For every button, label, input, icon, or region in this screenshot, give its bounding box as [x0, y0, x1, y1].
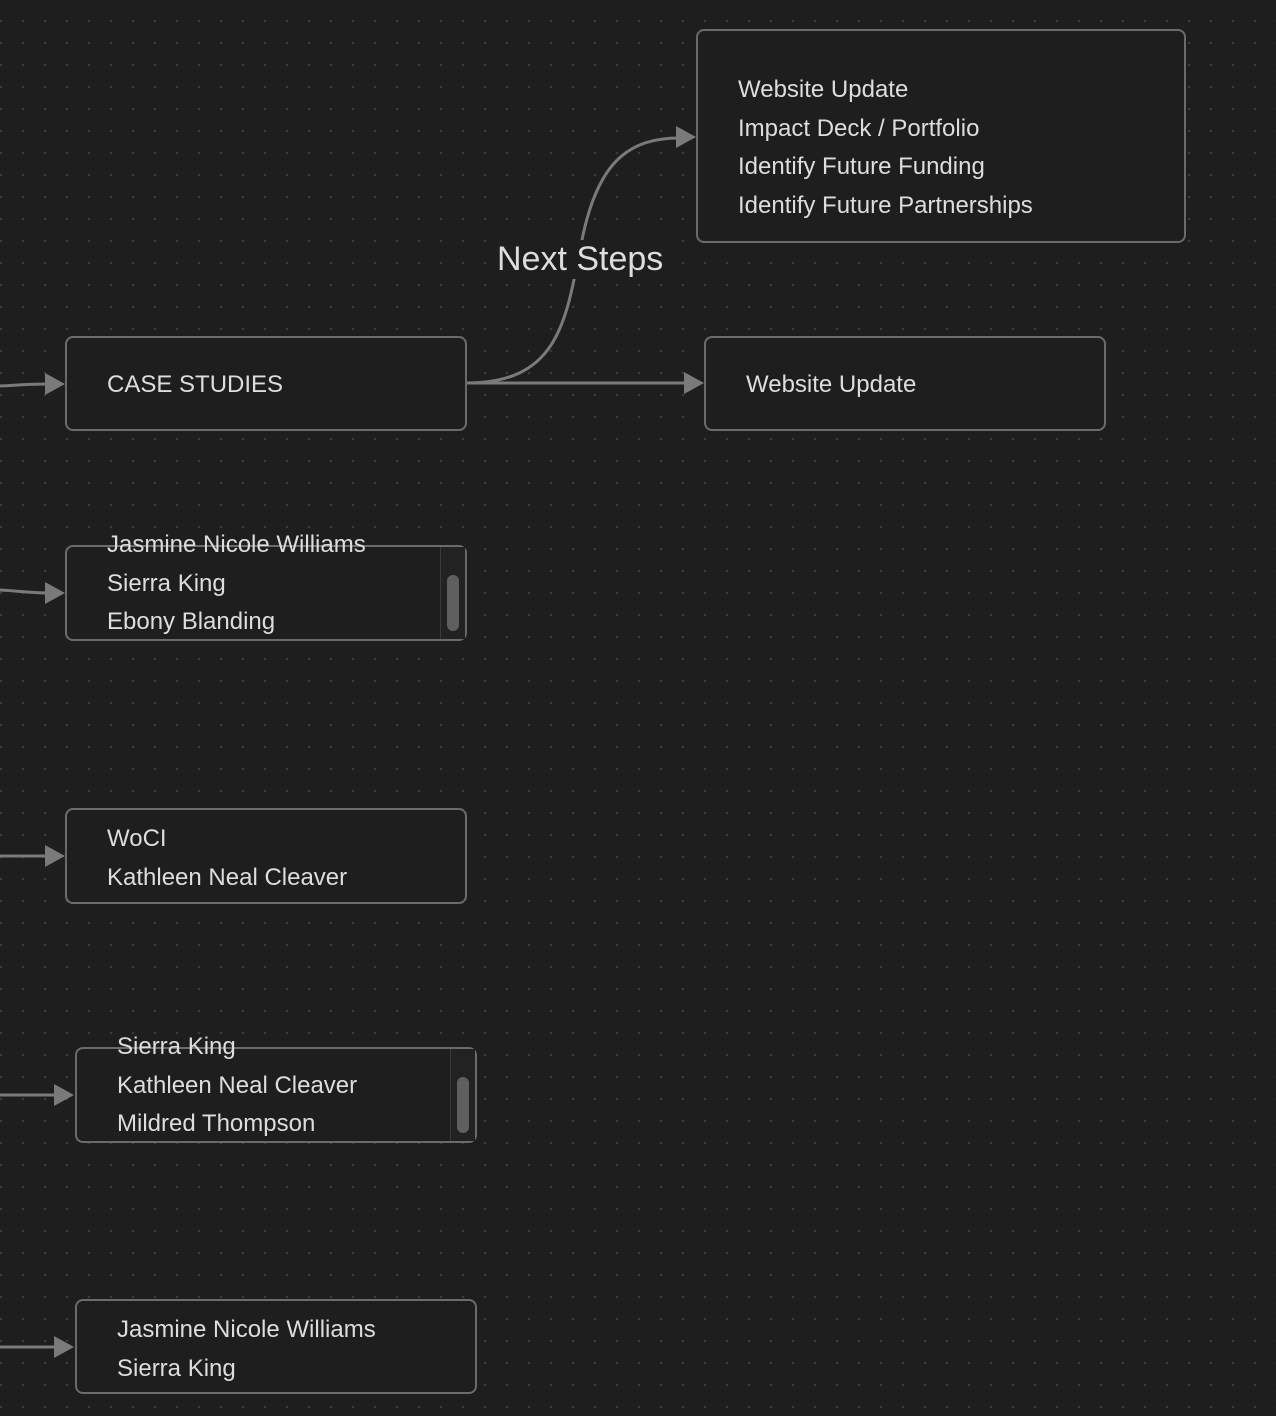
card-website-update[interactable] — [704, 336, 1106, 431]
card-title: CASE STUDIES — [107, 371, 284, 398]
card-case-studies[interactable] — [65, 336, 467, 431]
arrowhead-website-update — [684, 372, 704, 394]
edge-in-case-studies[interactable] — [0, 384, 50, 386]
card-next-steps-list[interactable] — [696, 29, 1186, 243]
card-names-group-2[interactable] — [75, 1033, 477, 1143]
edge-label-next-steps[interactable]: Next Steps — [491, 240, 669, 279]
card-text — [107, 526, 435, 642]
arrowhead-names-group-2 — [54, 1084, 74, 1106]
scrollbar[interactable] — [450, 1049, 475, 1141]
list-item: WoCI — [107, 825, 167, 852]
card-names-group-3[interactable] — [75, 1299, 477, 1394]
card-woci-group[interactable] — [65, 808, 467, 904]
card-text — [738, 71, 1154, 225]
arrowhead-names-group-1 — [45, 582, 65, 604]
scrollbar-thumb[interactable] — [447, 575, 459, 631]
list-item: Website Update — [738, 76, 909, 103]
list-item: Identify Future Funding — [738, 153, 985, 180]
edge-in-names-group-1[interactable] — [0, 590, 50, 593]
scrollbar-thumb[interactable] — [457, 1077, 469, 1133]
list-item: Sierra King — [117, 1354, 236, 1382]
card-text — [746, 366, 1074, 405]
arrowhead-names-group-3 — [54, 1336, 74, 1358]
list-item: Impact Deck / Portfolio — [738, 114, 980, 142]
list-item: Kathleen Neal Cleaver — [107, 863, 348, 891]
list-item: Kathleen Neal Cleaver — [117, 1071, 358, 1099]
card-text — [107, 820, 435, 897]
card-text — [107, 366, 435, 405]
scrollbar[interactable] — [440, 547, 465, 639]
card-text — [117, 1311, 445, 1388]
arrowhead-case-studies — [45, 373, 65, 395]
list-item: Mildred Thompson — [117, 1110, 316, 1137]
card-title: Website Update — [746, 371, 917, 398]
arrowhead-woci-group — [45, 845, 65, 867]
list-item: Identify Future Partnerships — [738, 191, 1033, 219]
list-item: Sierra King — [117, 1033, 236, 1060]
list-item: Jasmine Nicole Williams — [107, 531, 366, 558]
list-item: Sierra King — [107, 569, 226, 597]
list-item: Ebony Blanding — [107, 608, 276, 635]
card-text — [117, 1028, 445, 1144]
list-item: Jasmine Nicole Williams — [117, 1316, 376, 1343]
arrowhead-next-steps-list — [676, 126, 696, 148]
card-names-group-1[interactable] — [65, 531, 467, 641]
